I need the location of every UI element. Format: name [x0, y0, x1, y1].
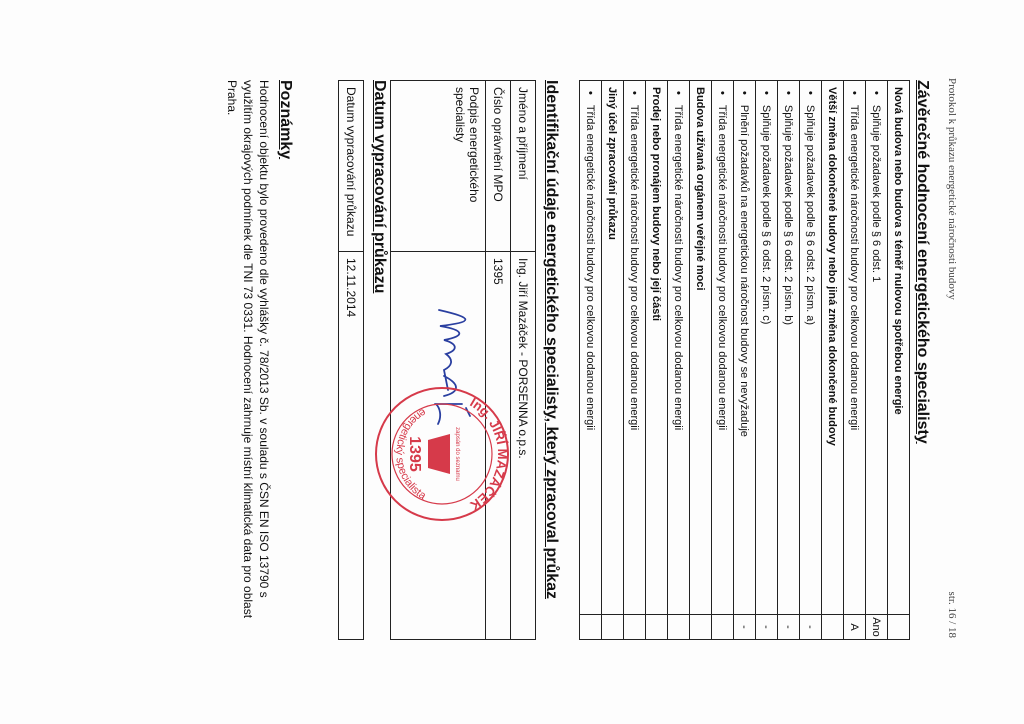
assessment-row — [668, 81, 690, 640]
assessment-row — [756, 81, 778, 640]
assessment-row-value — [580, 615, 602, 640]
assessment-row-value: - — [778, 615, 800, 640]
assessment-row-text: • Splňuje požadavek podle § 6 odst. 2 písm. b) — [778, 81, 800, 615]
assessment-row-value: - — [756, 615, 778, 640]
assessment-row — [866, 81, 888, 640]
assessment-row-text: Nová budova nebo budova s téměř nulovou spotřebou energie — [888, 81, 910, 615]
signature-label: Podpis energetického specialisty — [391, 81, 486, 252]
assessment-row-value — [602, 615, 624, 640]
assessment-row-value — [822, 615, 844, 640]
date-label: Datum vypracování průkazu — [339, 81, 364, 252]
assessment-row-text: • Třída energetické náročnosti budovy pro celkovou dodanou energii — [844, 81, 866, 615]
assessment-row-value — [646, 615, 668, 640]
assessment-row — [712, 81, 734, 640]
svg-text:Ing. JIŘÍ MAZÁČEK — [467, 395, 510, 514]
final-assessment-table — [579, 80, 910, 640]
assessment-row-value — [690, 615, 712, 640]
assessment-row — [800, 81, 822, 640]
notes-title: Poznámky — [277, 80, 294, 160]
assessment-row-value: Ano — [866, 615, 888, 640]
stamp-top-text: Ing. JIŘÍ MAZÁČEK — [467, 394, 511, 514]
assessment-row-value: - — [734, 615, 756, 640]
date-value: 12.11.2014 — [339, 252, 364, 640]
stamp-middle-text: zapsán do seznamu — [454, 427, 460, 481]
stamp-number: 1395 — [406, 436, 423, 472]
assessment-row-text: Budova užívaná orgánem veřejné moci — [690, 81, 712, 615]
assessment-row-text: • Třída energetické náročnosti budovy pro celkovou dodanou energii — [624, 81, 646, 615]
assessment-group-row — [602, 81, 624, 640]
assessment-row-value: A — [844, 615, 866, 640]
assessment-row — [844, 81, 866, 640]
assessment-row-text: • Splňuje požadavek podle § 6 odst. 2 písm. c) — [756, 81, 778, 615]
assessment-row-text: Jiný účel zpracování průkazu — [602, 81, 624, 615]
assessment-group-row — [690, 81, 712, 640]
assessment-row — [734, 81, 756, 640]
name-label: Jméno a příjmení — [511, 81, 536, 252]
assessment-row-text: • Třída energetické náročnosti budovy pro celkovou dodanou energii — [580, 81, 602, 615]
assessment-row — [778, 81, 800, 640]
assessment-row-text: Prodej nebo pronájem budovy nebo její části — [646, 81, 668, 615]
license-label: Číslo oprávnění MPO — [486, 81, 511, 252]
assessment-row-value: - — [800, 615, 822, 640]
assessment-row-text: • Splňuje požadavek podle § 6 odst. 1 — [866, 81, 888, 615]
name-value: Ing. Jiří Mazáček - PORSENNA o.p.s. — [511, 252, 536, 640]
assessment-row-value — [888, 615, 910, 640]
assessment-row-text: • Plnění požadavků na energetickou náročnost budovy se nevyžaduje — [734, 81, 756, 615]
assessment-group-row — [646, 81, 668, 640]
assessment-group-row — [822, 81, 844, 640]
specialist-section-title: Identifikační údaje energetického specialisty, který zpracoval průkaz — [543, 80, 560, 600]
assessment-row — [580, 81, 602, 640]
notes-text: Hodnocení objektu bylo provedeno dle vyhlášky č. 78/2013 Sb. v souladu s ČSN EN ISO 13790 s využitím okrajových podmínek dle TNI 73 0331. Hodnocení zahrnuje místní klimatická data pro oblast Praha. — [225, 80, 271, 619]
assessment-row-text: • Splňuje požadavek podle § 6 odst. 2 písm. a) — [800, 81, 822, 615]
stamp-bottom-text: energetický specialista — [393, 405, 428, 503]
assessment-row — [624, 81, 646, 640]
assessment-row-text: • Třída energetické náročnosti budovy pro celkovou dodanou energii — [712, 81, 734, 615]
assessment-row-text: Větší změna dokončené budovy nebo jiná změna dokončené budovy — [822, 81, 844, 615]
header-page-number: str. 16 / 18 — [946, 591, 958, 638]
assessment-row-text: • Třída energetické náročnosti budovy pro celkovou dodanou energii — [668, 81, 690, 615]
header-document-title: Protokol k průkazu energetické náročnosti budovy — [946, 78, 958, 300]
assessment-row-value — [668, 615, 690, 640]
date-table — [338, 80, 364, 640]
assessment-row-value — [624, 615, 646, 640]
final-assessment-title: Závěrečné hodnocení energetického specialisty — [914, 80, 931, 444]
license-value: 1395 — [486, 252, 511, 640]
assessment-row-value — [712, 615, 734, 640]
official-stamp — [372, 384, 512, 524]
assessment-group-row — [888, 81, 910, 640]
date-section-title: Datum vypracování průkazu — [371, 80, 388, 294]
